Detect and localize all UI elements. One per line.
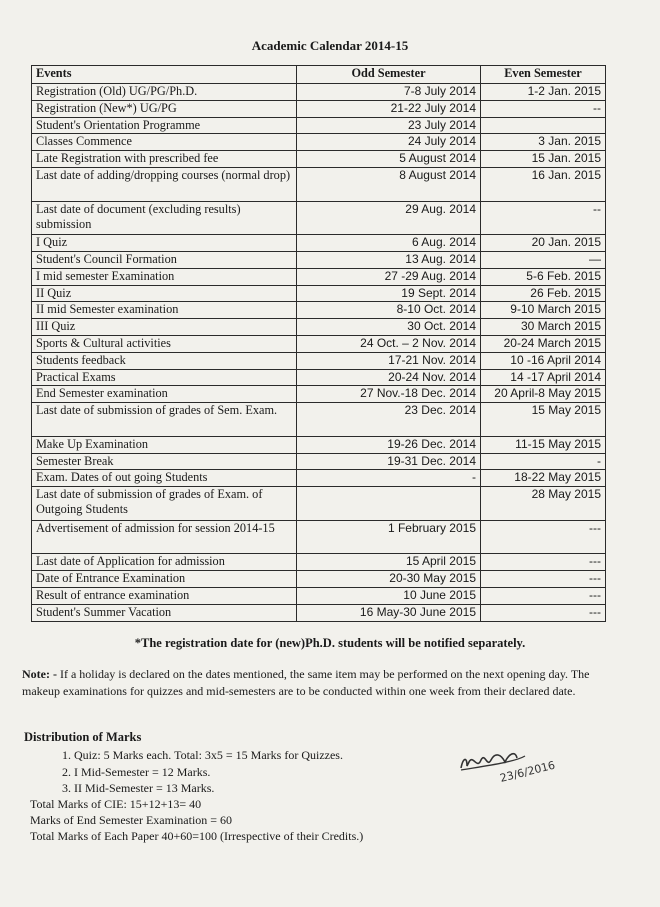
odd-semester-cell: 10 June 2015: [297, 587, 481, 604]
odd-semester-cell: 19-26 Dec. 2014: [297, 436, 481, 453]
distribution-line: 3. II Mid-Semester = 13 Marks.: [62, 781, 215, 795]
event-cell: Last date of document (excluding results) submission: [32, 201, 297, 235]
odd-semester-cell: 15 April 2015: [297, 554, 481, 571]
odd-semester-cell: 5 August 2014: [297, 151, 481, 168]
odd-semester-cell: 8 August 2014: [297, 167, 481, 201]
even-semester-cell: 28 May 2015: [481, 487, 606, 521]
header-odd-semester: Odd Semester: [297, 66, 481, 84]
even-semester-cell: --: [481, 100, 606, 117]
even-semester-cell: 11-15 May 2015: [481, 436, 606, 453]
even-semester-cell: ---: [481, 587, 606, 604]
event-cell: Last date of adding/dropping courses (normal drop): [32, 167, 297, 201]
even-semester-cell: --: [481, 201, 606, 235]
odd-semester-cell: 27 Nov.-18 Dec. 2014: [297, 386, 481, 403]
table-row: [32, 369, 606, 386]
note-text: If a holiday is declared on the dates mentioned, the same item may be performed on the next opening day. The makeup examinations for quizzes and mid-semesters are to be conducted within one week from their declared date.: [22, 667, 590, 698]
odd-semester-cell: 1 February 2015: [297, 520, 481, 554]
table-row: [32, 487, 606, 521]
academic-calendar-table: [31, 65, 606, 622]
even-semester-cell: ---: [481, 554, 606, 571]
event-cell: Result of entrance examination: [32, 587, 297, 604]
table-row: [32, 587, 606, 604]
table-row: [32, 386, 606, 403]
even-semester-cell: 30 March 2015: [481, 319, 606, 336]
note-label: Note: -: [22, 667, 57, 681]
odd-semester-cell: 20-24 Nov. 2014: [297, 369, 481, 386]
odd-semester-cell: 7-8 July 2014: [297, 84, 481, 101]
signature-date: 23/6/2016: [498, 758, 557, 785]
even-semester-cell: ---: [481, 571, 606, 588]
distribution-line: Total Marks of Each Paper 40+60=100 (Irrespective of their Credits.): [30, 829, 364, 843]
event-cell: Last date of Application for admission: [32, 554, 297, 571]
event-cell: Practical Exams: [32, 369, 297, 386]
even-semester-cell: 15 May 2015: [481, 403, 606, 437]
odd-semester-cell: 19-31 Dec. 2014: [297, 453, 481, 470]
table-row: [32, 571, 606, 588]
odd-semester-cell: 23 July 2014: [297, 117, 481, 134]
odd-semester-cell: 17-21 Nov. 2014: [297, 352, 481, 369]
header-events: Events: [32, 66, 297, 84]
table-row: [32, 134, 606, 151]
event-cell: Student's Orientation Programme: [32, 117, 297, 134]
event-cell: Student's Summer Vacation: [32, 604, 297, 621]
event-cell: III Quiz: [32, 319, 297, 336]
even-semester-cell: ---: [481, 520, 606, 554]
table-row: [32, 604, 606, 621]
document-title: Academic Calendar 2014-15: [251, 38, 409, 53]
even-semester-cell: 20 Jan. 2015: [481, 235, 606, 252]
distribution-line: 1. Quiz: 5 Marks each. Total: 3x5 = 15 Marks for Quizzes.: [62, 748, 343, 762]
table-row: [32, 302, 606, 319]
odd-semester-cell: [297, 487, 481, 521]
table-body: [32, 84, 606, 622]
odd-semester-cell: -: [297, 470, 481, 487]
even-semester-cell: 15 Jan. 2015: [481, 151, 606, 168]
handwritten-signature: [455, 740, 575, 790]
odd-semester-cell: 6 Aug. 2014: [297, 235, 481, 252]
table-row: [32, 554, 606, 571]
event-cell: II Quiz: [32, 285, 297, 302]
odd-semester-cell: 24 July 2014: [297, 134, 481, 151]
footnote: *The registration date for (new)Ph.D. students will be notified separately.: [134, 636, 526, 650]
even-semester-cell: [481, 117, 606, 134]
table-row: [32, 453, 606, 470]
even-semester-cell: 16 Jan. 2015: [481, 167, 606, 201]
even-semester-cell: ---: [481, 604, 606, 621]
event-cell: Make Up Examination: [32, 436, 297, 453]
table-row: [32, 319, 606, 336]
even-semester-cell: -: [481, 453, 606, 470]
odd-semester-cell: 19 Sept. 2014: [297, 285, 481, 302]
table-row: [32, 251, 606, 268]
table-row: [32, 268, 606, 285]
event-cell: Student's Council Formation: [32, 251, 297, 268]
even-semester-cell: 5-6 Feb. 2015: [481, 268, 606, 285]
distribution-title: Distribution of Marks: [24, 730, 142, 744]
event-cell: Sports & Cultural activities: [32, 335, 297, 352]
even-semester-cell: 3 Jan. 2015: [481, 134, 606, 151]
odd-semester-cell: 13 Aug. 2014: [297, 251, 481, 268]
event-cell: Registration (New*) UG/PG: [32, 100, 297, 117]
even-semester-cell: 1-2 Jan. 2015: [481, 84, 606, 101]
table-row: [32, 167, 606, 201]
event-cell: Registration (Old) UG/PG/Ph.D.: [32, 84, 297, 101]
event-cell: Students feedback: [32, 352, 297, 369]
event-cell: Advertisement of admission for session 2014-15: [32, 520, 297, 554]
odd-semester-cell: 29 Aug. 2014: [297, 201, 481, 235]
distribution-line: 2. I Mid-Semester = 12 Marks.: [62, 765, 211, 779]
header-even-semester: Even Semester: [481, 66, 606, 84]
odd-semester-cell: 16 May-30 June 2015: [297, 604, 481, 621]
table-row: [32, 436, 606, 453]
odd-semester-cell: 8-10 Oct. 2014: [297, 302, 481, 319]
even-semester-cell: 10 -16 April 2014: [481, 352, 606, 369]
event-cell: End Semester examination: [32, 386, 297, 403]
table-row: [32, 470, 606, 487]
note-block: [22, 666, 614, 700]
table-row: [32, 117, 606, 134]
table-row: [32, 335, 606, 352]
distribution-line: Marks of End Semester Examination = 60: [30, 813, 233, 827]
even-semester-cell: —: [481, 251, 606, 268]
table-row: [32, 151, 606, 168]
event-cell: Last date of submission of grades of Sem. Exam.: [32, 403, 297, 437]
odd-semester-cell: 30 Oct. 2014: [297, 319, 481, 336]
table-row: [32, 352, 606, 369]
even-semester-cell: 20 April-8 May 2015: [481, 386, 606, 403]
even-semester-cell: 26 Feb. 2015: [481, 285, 606, 302]
even-semester-cell: 18-22 May 2015: [481, 470, 606, 487]
table-header-row: [32, 66, 606, 84]
table-row: [32, 285, 606, 302]
table-row: [32, 520, 606, 554]
even-semester-cell: 20-24 March 2015: [481, 335, 606, 352]
distribution-line: Total Marks of CIE: 15+12+13= 40: [30, 797, 202, 811]
table-row: [32, 84, 606, 101]
table-row: [32, 100, 606, 117]
event-cell: I mid semester Examination: [32, 268, 297, 285]
odd-semester-cell: 23 Dec. 2014: [297, 403, 481, 437]
event-cell: Last date of submission of grades of Exam. of Outgoing Students: [32, 487, 297, 521]
event-cell: Late Registration with prescribed fee: [32, 151, 297, 168]
table-row: [32, 201, 606, 235]
odd-semester-cell: 21-22 July 2014: [297, 100, 481, 117]
even-semester-cell: 9-10 March 2015: [481, 302, 606, 319]
event-cell: Classes Commence: [32, 134, 297, 151]
event-cell: Date of Entrance Examination: [32, 571, 297, 588]
event-cell: I Quiz: [32, 235, 297, 252]
odd-semester-cell: 24 Oct. – 2 Nov. 2014: [297, 335, 481, 352]
event-cell: Semester Break: [32, 453, 297, 470]
odd-semester-cell: 20-30 May 2015: [297, 571, 481, 588]
odd-semester-cell: 27 -29 Aug. 2014: [297, 268, 481, 285]
table-row: [32, 235, 606, 252]
event-cell: Exam. Dates of out going Students: [32, 470, 297, 487]
event-cell: II mid Semester examination: [32, 302, 297, 319]
even-semester-cell: 14 -17 April 2014: [481, 369, 606, 386]
table-row: [32, 403, 606, 437]
